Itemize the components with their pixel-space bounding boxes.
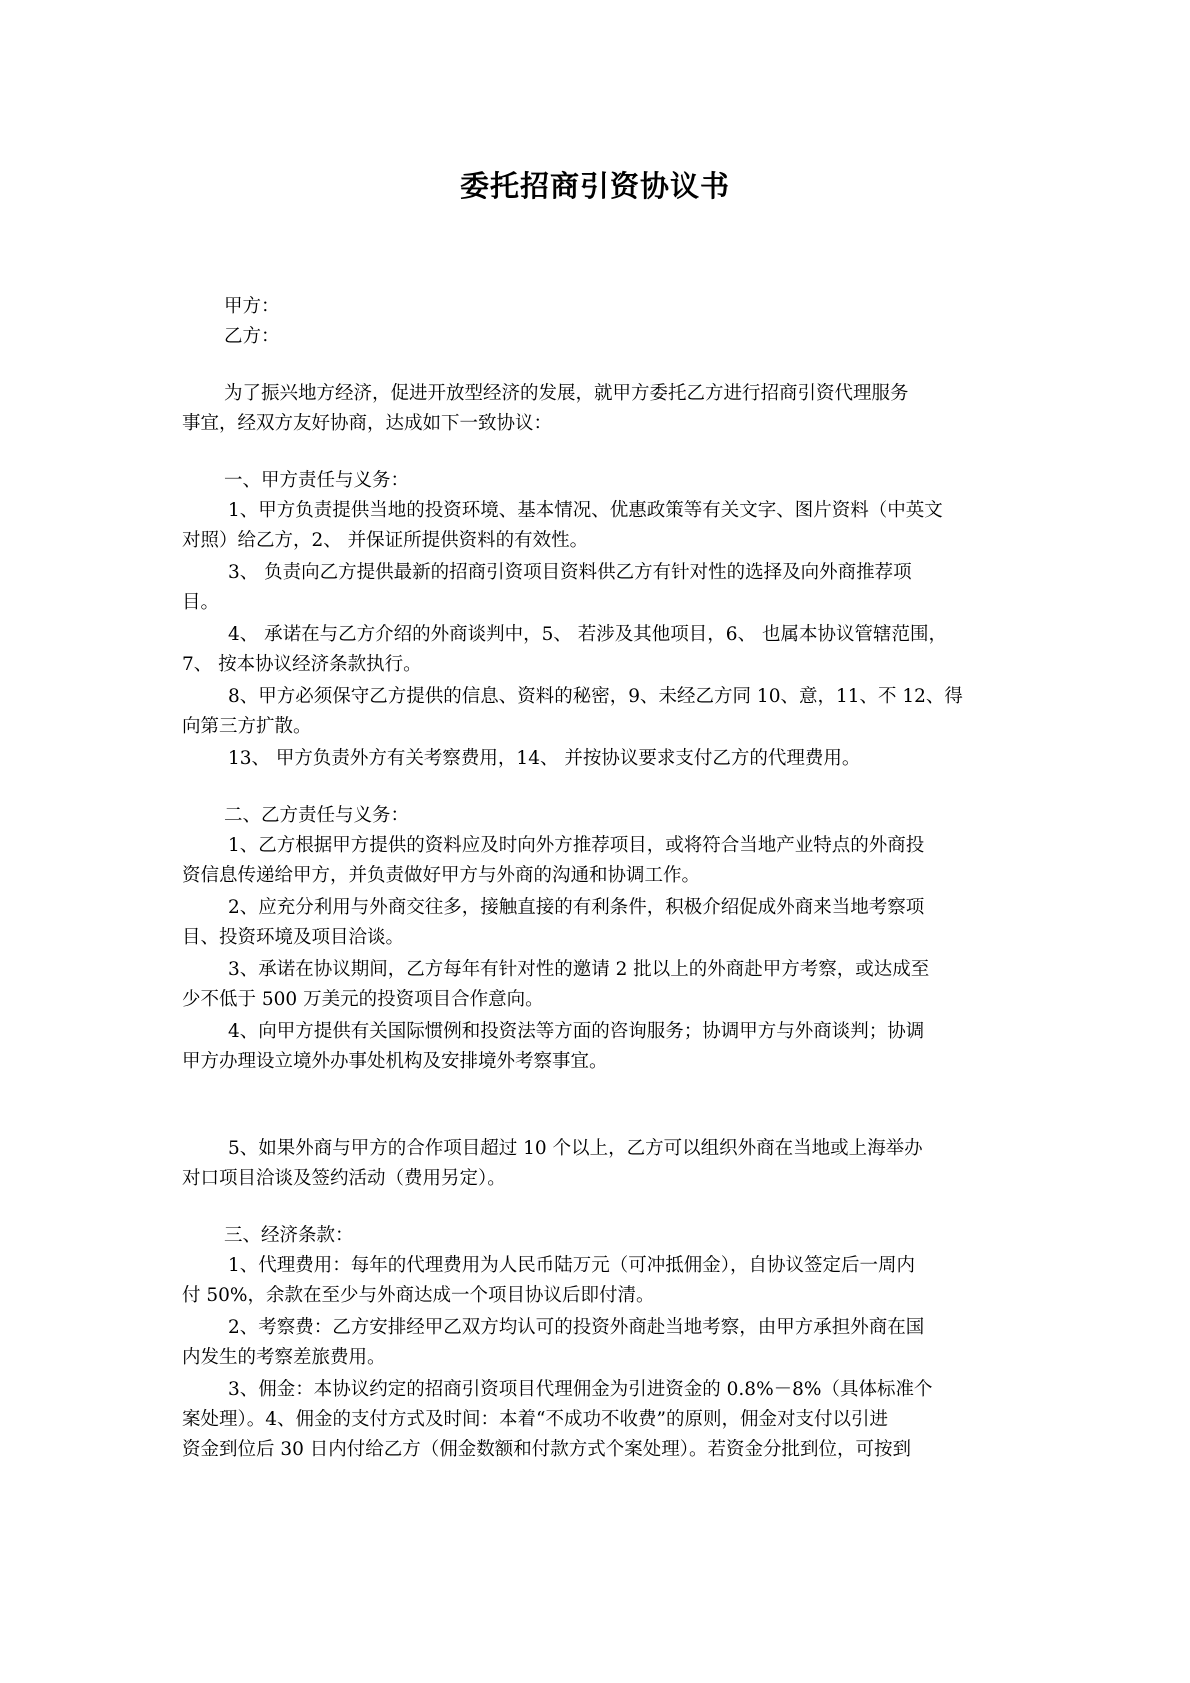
party-a-label: 甲方： — [224, 296, 280, 317]
section1-line: 对照）给乙方，2、 并保证所提供资料的有效性。 — [182, 530, 589, 551]
section1-line: 目。 — [182, 592, 220, 613]
section1-line: 7、 按本协议经济条款执行。 — [182, 654, 422, 675]
section1-heading: 一、甲方责任与义务： — [224, 470, 410, 491]
section2-heading: 二、乙方责任与义务： — [224, 805, 410, 826]
preamble-line: 事宜，经双方友好协商，达成如下一致协议： — [182, 413, 553, 434]
section3-line: 内发生的考察差旅费用。 — [182, 1347, 386, 1368]
section1-line: 13、 甲方负责外方有关考察费用，14、 并按协议要求支付乙方的代理费用。 — [228, 748, 861, 769]
section3-line: 案处理）。4、佣金的支付方式及时间：本着“不成功不收费”的原则，佣金对支付以引进 — [182, 1409, 888, 1430]
section2-line: 2、应充分利用与外商交往多，接触直接的有利条件，积极介绍促成外商来当地考察项 — [228, 897, 925, 918]
section2-line: 资信息传递给甲方，并负责做好甲方与外商的沟通和协调工作。 — [182, 865, 701, 886]
section1-line: 8、甲方必须保守乙方提供的信息、资料的秘密，9、未经乙方同 10、意，11、不 12、得 — [228, 686, 963, 707]
section2-line: 1、乙方根据甲方提供的资料应及时向外方推荐项目，或将符合当地产业特点的外商投 — [228, 835, 925, 856]
section2-line: 少不低于 500 万美元的投资项目合作意向。 — [182, 989, 544, 1010]
section2-line: 3、承诺在协议期间，乙方每年有针对性的邀请 2 批以上的外商赴甲方考察，或达成至 — [228, 959, 930, 980]
document-title: 委托招商引资协议书 — [459, 169, 730, 203]
section1-line: 4、 承诺在与乙方介绍的外商谈判中，5、 若涉及其他项目，6、 也属本协议管辖范围， — [228, 624, 947, 645]
section3-line: 1、代理费用：每年的代理费用为人民币陆万元（可冲抵佣金），自协议签定后一周内 — [228, 1255, 916, 1276]
section3-heading: 三、经济条款： — [224, 1225, 354, 1246]
preamble-line: 为了振兴地方经济，促进开放型经济的发展，就甲方委托乙方进行招商引资代理服务 — [224, 383, 909, 404]
section1-line: 1、甲方负责提供当地的投资环境、基本情况、优惠政策等有关文字、图片资料（中英文 — [228, 500, 943, 521]
section2-line: 5、如果外商与甲方的合作项目超过 10 个以上，乙方可以组织外商在当地或上海举办 — [228, 1138, 923, 1159]
section2-line: 4、向甲方提供有关国际惯例和投资法等方面的咨询服务；协调甲方与外商谈判；协调 — [228, 1021, 925, 1042]
section3-line: 3、佣金：本协议约定的招商引资项目代理佣金为引进资金的 0.8%－8%（具体标准个 — [228, 1379, 933, 1400]
section2-line: 对口项目洽谈及签约活动（费用另定）。 — [182, 1168, 506, 1189]
section1-line: 向第三方扩散。 — [182, 716, 312, 737]
section2-line: 甲方办理设立境外办事处机构及安排境外考察事宜。 — [182, 1051, 608, 1072]
section3-line: 付 50%，余款在至少与外商达成一个项目协议后即付清。 — [182, 1285, 655, 1306]
section1-line: 3、 负责向乙方提供最新的招商引资项目资料供乙方有针对性的选择及向外商推荐项 — [228, 562, 912, 583]
party-b-label: 乙方： — [224, 326, 280, 347]
section3-line: 资金到位后 30 日内付给乙方（佣金数额和付款方式个案处理）。若资金分批到位，可按到 — [182, 1439, 912, 1460]
section3-line: 2、考察费：乙方安排经甲乙双方均认可的投资外商赴当地考察，由甲方承担外商在国 — [228, 1317, 925, 1338]
section2-line: 目、投资环境及项目洽谈。 — [182, 927, 405, 948]
